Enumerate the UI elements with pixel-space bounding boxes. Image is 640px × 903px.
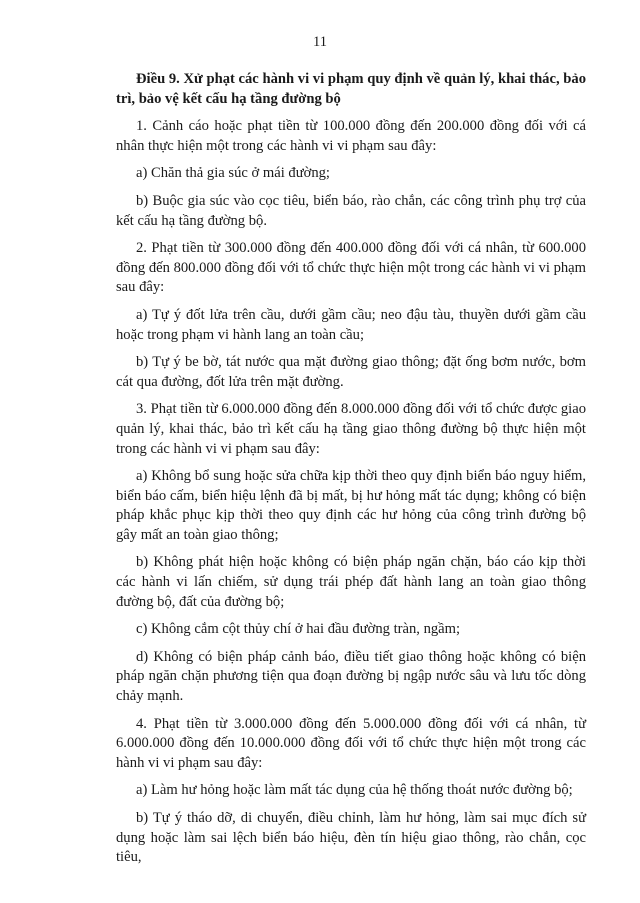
paragraph-clause-3b: b) Không phát hiện hoặc không có biện pháp ngăn chặn, báo cáo kịp thời các hành vi lấn chiếm, sử dụng trái phép đất hành lang an toàn giao thông đường bộ, đất của đường bộ;: [116, 554, 586, 610]
paragraph-clause-4a: a) Làm hư hỏng hoặc làm mất tác dụng của hệ thống thoát nước đường bộ;: [136, 782, 573, 799]
paragraph-clause-2a: a) Tự ý đốt lửa trên cầu, dưới gầm cầu; neo đậu tàu, thuyền dưới gầm cầu hoặc trong phạm vi hành lang an toàn cầu;: [116, 306, 586, 343]
paragraph-clause-3d: d) Không có biện pháp cảnh báo, điều tiết giao thông hoặc không có biện pháp ngăn chặn phương tiện qua đoạn đường bị ngập nước sâu và lưu tốc dòng chảy mạnh.: [116, 648, 586, 705]
article-heading: Điều 9. Xử phạt các hành vi vi phạm quy định về quản lý, khai thác, bảo trì, bảo vệ kết cấu hạ tầng đường bộ: [116, 71, 586, 107]
paragraph-clause-3a: a) Không bổ sung hoặc sửa chữa kịp thời theo quy định biển báo nguy hiểm, biển báo cấm, biển hiệu lệnh đã bị mất, bị hư hỏng mất tác dụng; không có biện pháp khắc phục kịp thời theo quy định các hư hỏng của công trình đường bộ gây mất an toàn giao thông;: [116, 468, 586, 543]
article-content: [116, 70, 586, 876]
paragraph-clause-3: 3. Phạt tiền từ 6.000.000 đồng đến 8.000.000 đồng đối với tổ chức được giao quản lý, khai thác, bảo trì kết cấu hạ tầng giao thông đường bộ thực hiện một trong các hành vi vi phạm sau đây:: [116, 401, 586, 457]
paragraph-clause-2b: b) Tự ý be bờ, tát nước qua mặt đường giao thông; đặt ống bơm nước, bơm cát qua đường, đốt lửa trên mặt đường.: [116, 354, 586, 390]
paragraph-clause-3c: c) Không cắm cột thủy chí ở hai đầu đường tràn, ngầm;: [136, 621, 461, 638]
paragraph-clause-1b: b) Buộc gia súc vào cọc tiêu, biển báo, rào chắn, các công trình phụ trợ của kết cấu hạ tầng đường bộ.: [116, 192, 586, 229]
paragraph-clause-1: 1. Cảnh cáo hoặc phạt tiền từ 100.000 đồng đến 200.000 đồng đối với cá nhân thực hiện một trong các hành vi vi phạm sau đây:: [116, 118, 586, 154]
paragraph-clause-1a: a) Chăn thả gia súc ở mái đường;: [136, 165, 330, 182]
paragraph-clause-4: 4. Phạt tiền từ 3.000.000 đồng đến 5.000.000 đồng đối với cá nhân, từ 6.000.000 đồng đến 10.000.000 đồng đối với tổ chức thực hiện một trong các hành vi vi phạm sau đây:: [116, 715, 586, 771]
paragraph-clause-4b: b) Tự ý tháo dỡ, di chuyển, điều chỉnh, làm hư hỏng, làm sai mục đích sử dụng hoặc làm sai lệch biển báo hiệu, đèn tín hiệu giao thông, rào chắn, cọc tiêu,: [116, 810, 586, 866]
paragraph-clause-2: 2. Phạt tiền từ 300.000 đồng đến 400.000 đồng đối với cá nhân, từ 600.000 đồng đến 800.000 đồng đối với tổ chức thực hiện một trong các hành vi vi phạm sau đây:: [116, 240, 586, 296]
page-number: 11: [313, 34, 327, 50]
